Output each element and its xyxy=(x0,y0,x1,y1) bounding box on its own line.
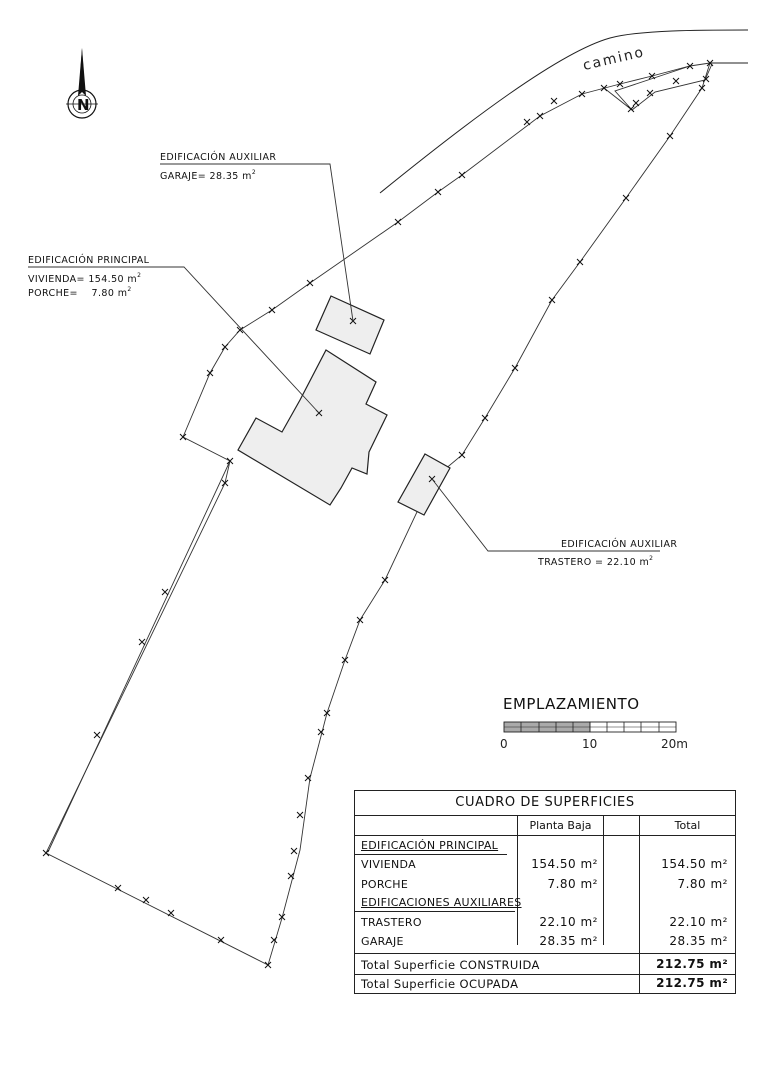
row-porche-label: PORCHE xyxy=(361,878,409,891)
total-construida-value: 212.75 m² xyxy=(656,957,728,971)
main-callout-vivienda: VIVIENDA= 154.50 $m^2$ xyxy=(28,272,142,285)
surfaces-table xyxy=(354,790,736,994)
storage-callout-title: EDIFICACIÓN AUXILIAR xyxy=(561,539,678,550)
row-vivienda-label: VIVIENDA xyxy=(361,858,416,871)
row-garaje-total: 28.35 m² xyxy=(669,934,728,948)
group-auxiliares: EDIFICACIONES AUXILIARES xyxy=(361,896,522,909)
row-garaje-label: GARAJE xyxy=(361,935,404,948)
row-garaje-planta: 28.35 m² xyxy=(539,934,598,948)
garage-building xyxy=(316,296,384,354)
callout-leaders xyxy=(28,164,660,551)
road-edge-outer xyxy=(380,30,748,193)
column-total: Total xyxy=(674,819,701,832)
scale-tick-20: 20m xyxy=(661,737,688,751)
total-ocupada-value: 212.75 m² xyxy=(656,976,728,990)
storage-building xyxy=(398,454,450,515)
column-planta-baja: Planta Baja xyxy=(529,819,592,832)
scale-title: EMPLAZAMIENTO xyxy=(503,695,640,713)
row-porche-total: 7.80 m² xyxy=(677,877,728,891)
row-trastero-label: TRASTERO xyxy=(361,916,422,929)
main-house-building xyxy=(238,350,387,505)
row-trastero-planta: 22.10 m² xyxy=(539,915,598,929)
garage-callout-area: GARAJE= 28.35 $m^2$ xyxy=(160,169,257,182)
row-porche-planta: 7.80 m² xyxy=(547,877,598,891)
total-construida-label: Total Superficie CONSTRUIDA xyxy=(361,958,540,972)
road-label: camino xyxy=(581,44,647,74)
row-vivienda-total: 154.50 m² xyxy=(661,857,728,871)
storage-callout-area: TRASTERO = 22.10 $m^2$ xyxy=(538,555,654,568)
row-vivienda-planta: 154.50 m² xyxy=(531,857,598,871)
garage-callout-title: EDIFICACIÓN AUXILIAR xyxy=(160,152,277,163)
scale-bar xyxy=(504,722,676,732)
main-callout-porche: PORCHE= 7.80 $m^2$ xyxy=(28,286,132,299)
scale-tick-10: 10 xyxy=(582,737,598,751)
table-title: CUADRO DE SUPERFICIES xyxy=(355,791,735,816)
north-letter: N xyxy=(77,96,90,114)
row-trastero-total: 22.10 m² xyxy=(669,915,728,929)
total-ocupada-label: Total Superficie OCUPADA xyxy=(361,977,519,991)
main-callout-title: EDIFICACIÓN PRINCIPAL xyxy=(28,255,150,266)
scale-tick-0: 0 xyxy=(500,737,508,751)
group-principal: EDIFICACIÓN PRINCIPAL xyxy=(361,839,499,852)
